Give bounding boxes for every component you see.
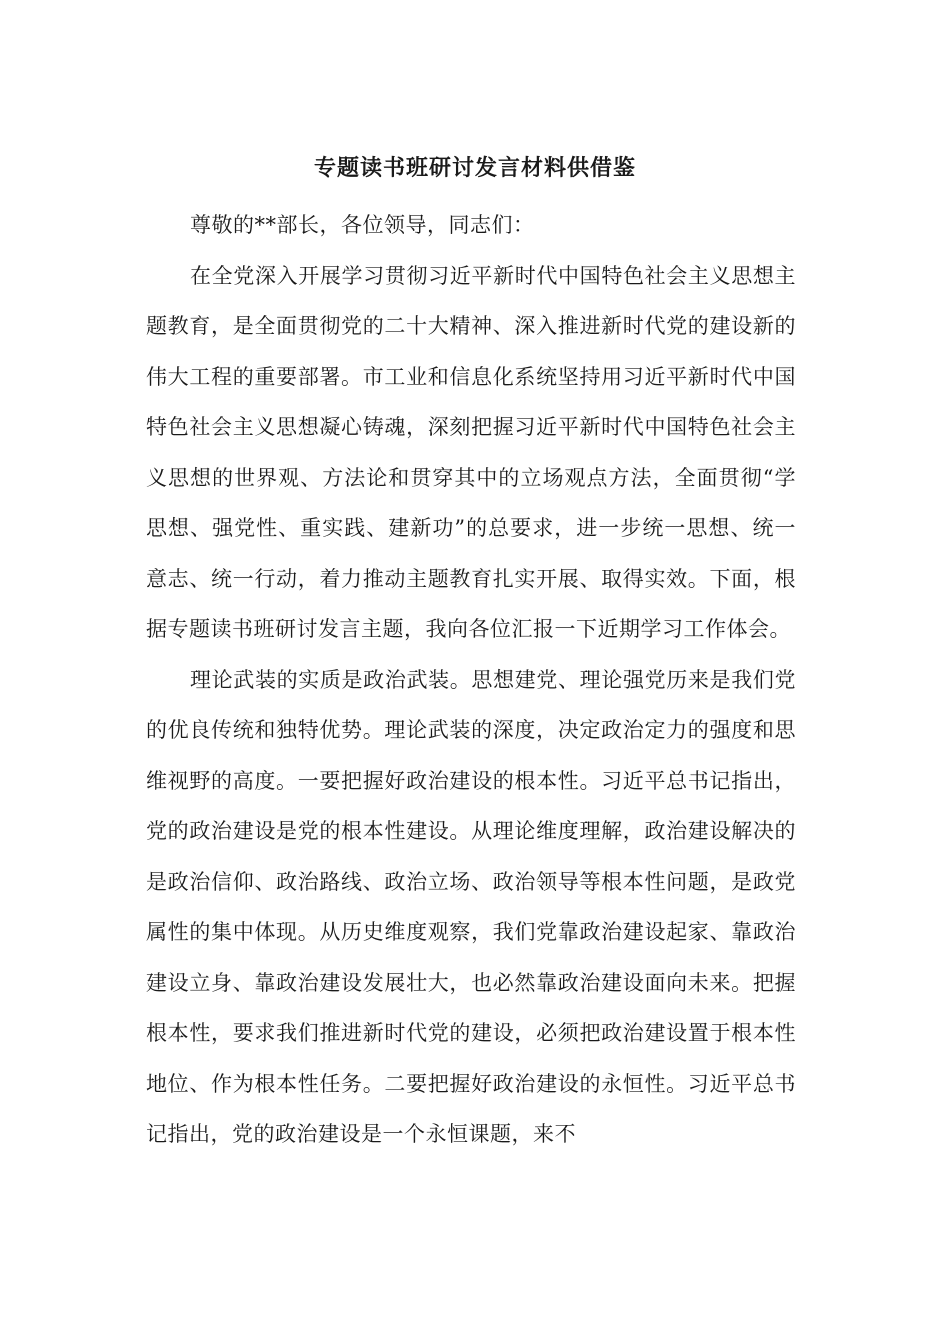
salutation: 尊敬的**部长，各位领导，同志们： [190, 213, 535, 237]
document-title: 专题读书班研讨发言材料供借鉴 [313, 155, 636, 181]
paragraph-1: 在全党深入开展学习贯彻习近平新时代中国特色社会主义思想主题教育，是全面贯彻党的二十大精神、深入推进新时代党的建设新的伟大工程的重要部署。市工业和信息化系统坚持用习近平新时代中国特色社会主义思想凝心铸魂，深刻把握习近平新时代中国特色社会主义思想的世界观、方法论和贯穿其中的立场观点方法，全面贯彻“学思想、强党性、重实践、建新功”的总要求，进一步统一思想、统一意志、统一行动，着力推动主题教育扎实开展、取得实效。下面，根据专题读书班研讨发言主题，我向各位汇报一下近期学习工作体会。 [146, 263, 796, 641]
paragraph-2: 理论武装的实质是政治武装。思想建党、理论强党历来是我们党的优良传统和独特优势。理论武装的深度，决定政治定力的强度和思维视野的高度。一要把握好政治建设的根本性。习近平总书记指出，党的政治建设是党的根本性建设。从理论维度理解，政治建设解决的是政治信仰、政治路线、政治立场、政治领导等根本性问题，是政党属性的集中体现。从历史维度观察，我们党靠政治建设起家、靠政治建设立身、靠政治建设发展壮大，也必然靠政治建设面向未来。把握根本性，要求我们推进新时代党的建设，必须把政治建设置于根本性地位、作为根本性任务。二要把握好政治建设的永恒性。习近平总书记指出，党的政治建设是一个永恒课题，来不 [146, 667, 796, 1146]
document-body [146, 200, 796, 1160]
